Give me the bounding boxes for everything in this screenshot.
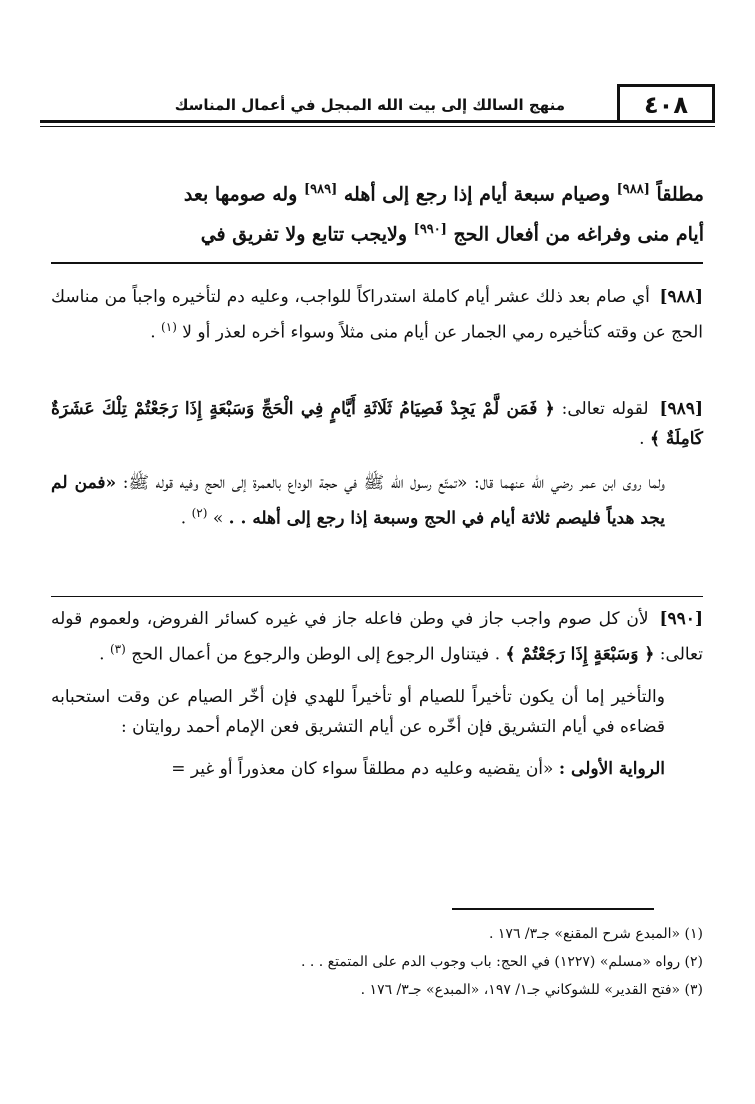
running-title: منهج السالك إلى بيت الله المبجل في أعمال المناسك xyxy=(174,96,565,114)
footnote-3: (٣) «فتح القدير» للشوكاني جـ١/ ١٩٧، «المبدع» جـ٣/ ١٧٦ . xyxy=(360,982,703,998)
quran-verse-2: ﴿ وَسَبْعَةٍ إِذَا رَجَعْتُمْ ﴾ xyxy=(505,644,655,665)
note-divider xyxy=(51,596,703,597)
note-990: [٩٩٠] لأن كل صوم واجب جاز في وطن فاعله جاز في غيره كسائر الفروض، ولعموم قوله تعالى: ﴿ وَسَبْعَةٍ إِذَا رَجَعْتُمْ ﴾ . فيتناول الرجوع إلى الوطن والرجوع من أعمال الحج $^{(٣)}$ . والتأخير إما أن يكون تأخيراً للصيام أو تأخيراً للهدي فإن أخّر الصيام عن وقت استحبابه قضاءه في أيام التشريق فإن أخّره عن أيام التشريق فعن الإمام أحمد روايتان : الرواية الأولى : «أن يقضيه وعليه دم مطلقاً سواء كان معذوراً أو غير = xyxy=(51,609,703,779)
page-number: ٤٠٨ xyxy=(617,84,715,123)
main-line-1: مطلقاً [٩٨٨] وصيام سبعة أيام إذا رجع إلى أهله [٩٨٩] وله صومها بعد xyxy=(183,182,704,206)
footnote-ref-1: (١) xyxy=(161,320,177,334)
main-line-2: أيام منى وفراغه من أفعال الحج [٩٩٠] ولايجب تتابع ولا تفريق في xyxy=(200,222,704,246)
footnote-1: (١) «المبدع شرح المقنع» جـ٣/ ١٧٦ . xyxy=(489,926,703,942)
quran-verse: ﴿ فَمَن لَّمْ يَجِدْ فَصِيَامُ ثَلَاثَةِ أَيَّامٍ فِي الْحَجِّ وَسَبْعَةٍ إِذَا رَجَعْتُمْ تِلْكَ عَشَرَةٌ كَامِلَةٌ ﴾ xyxy=(51,399,703,449)
note-990-paragraph: والتأخير إما أن يكون تأخيراً للصيام أو تأخيراً للهدي فإن أخّر الصيام عن وقت استحبابه قضاءه في أيام التشريق فإن أخّره عن أيام التشريق فعن الإمام أحمد روايتان : xyxy=(51,686,665,737)
note-988: [٩٨٨] أي صام بعد ذلك عشر أيام كاملة استدراكاً للواجب، وعليه دم لتأخيره واجباً من مناسك الحج عن وقته كتأخيره رمي الجمار عن أيام منى مثلاً وسواء أخره لعذر أو لا $^{(١)}$ . xyxy=(51,287,703,343)
header-rule-thin xyxy=(40,126,715,127)
ref-988: [٩٨٨] xyxy=(616,182,650,197)
footnote-ref-3: (٣) xyxy=(109,642,126,656)
footnote-ref-2: (٢) xyxy=(191,506,208,520)
text-divider xyxy=(51,262,703,264)
header-rule xyxy=(40,120,715,123)
note-989: [٩٨٩] لقوله تعالى: ﴿ فَمَن لَّمْ يَجِدْ فَصِيَامُ ثَلَاثَةِ أَيَّامٍ فِي الْحَجِّ وَسَبْعَةٍ إِذَا رَجَعْتُمْ تِلْكَ عَشَرَةٌ كَامِلَةٌ ﴾ . ولما روى ابن عمر رضي الله عنهما قال: «تمتّع رسول الله ﷺ في حجة الوداع بالعمرة إلى الحج وفيه قوله ﷺ: «فمن لم يجد هدياً فليصم ثلاثة أيام في الحج وسبعة إذا رجع إلى أهله . . » $^{(٢)}$ . xyxy=(51,399,703,529)
narration-label: الرواية الأولى : xyxy=(558,758,665,779)
footnote-rule xyxy=(452,908,654,910)
hadith-quote: «فمن لم يجد هدياً فليصم ثلاثة أيام في الحج وسبعة إذا رجع إلى أهله . . xyxy=(51,473,665,529)
footnote-2: (٢) رواه «مسلم» (١٢٢٧) في الحج: باب وجوب الدم على المتمتع . . . xyxy=(300,954,703,970)
main-text xyxy=(52,172,704,253)
ref-989: [٩٨٩] xyxy=(303,182,338,197)
footnotes xyxy=(51,920,703,1004)
page-header xyxy=(40,84,715,134)
ref-990: [٩٩٠] xyxy=(413,222,447,238)
